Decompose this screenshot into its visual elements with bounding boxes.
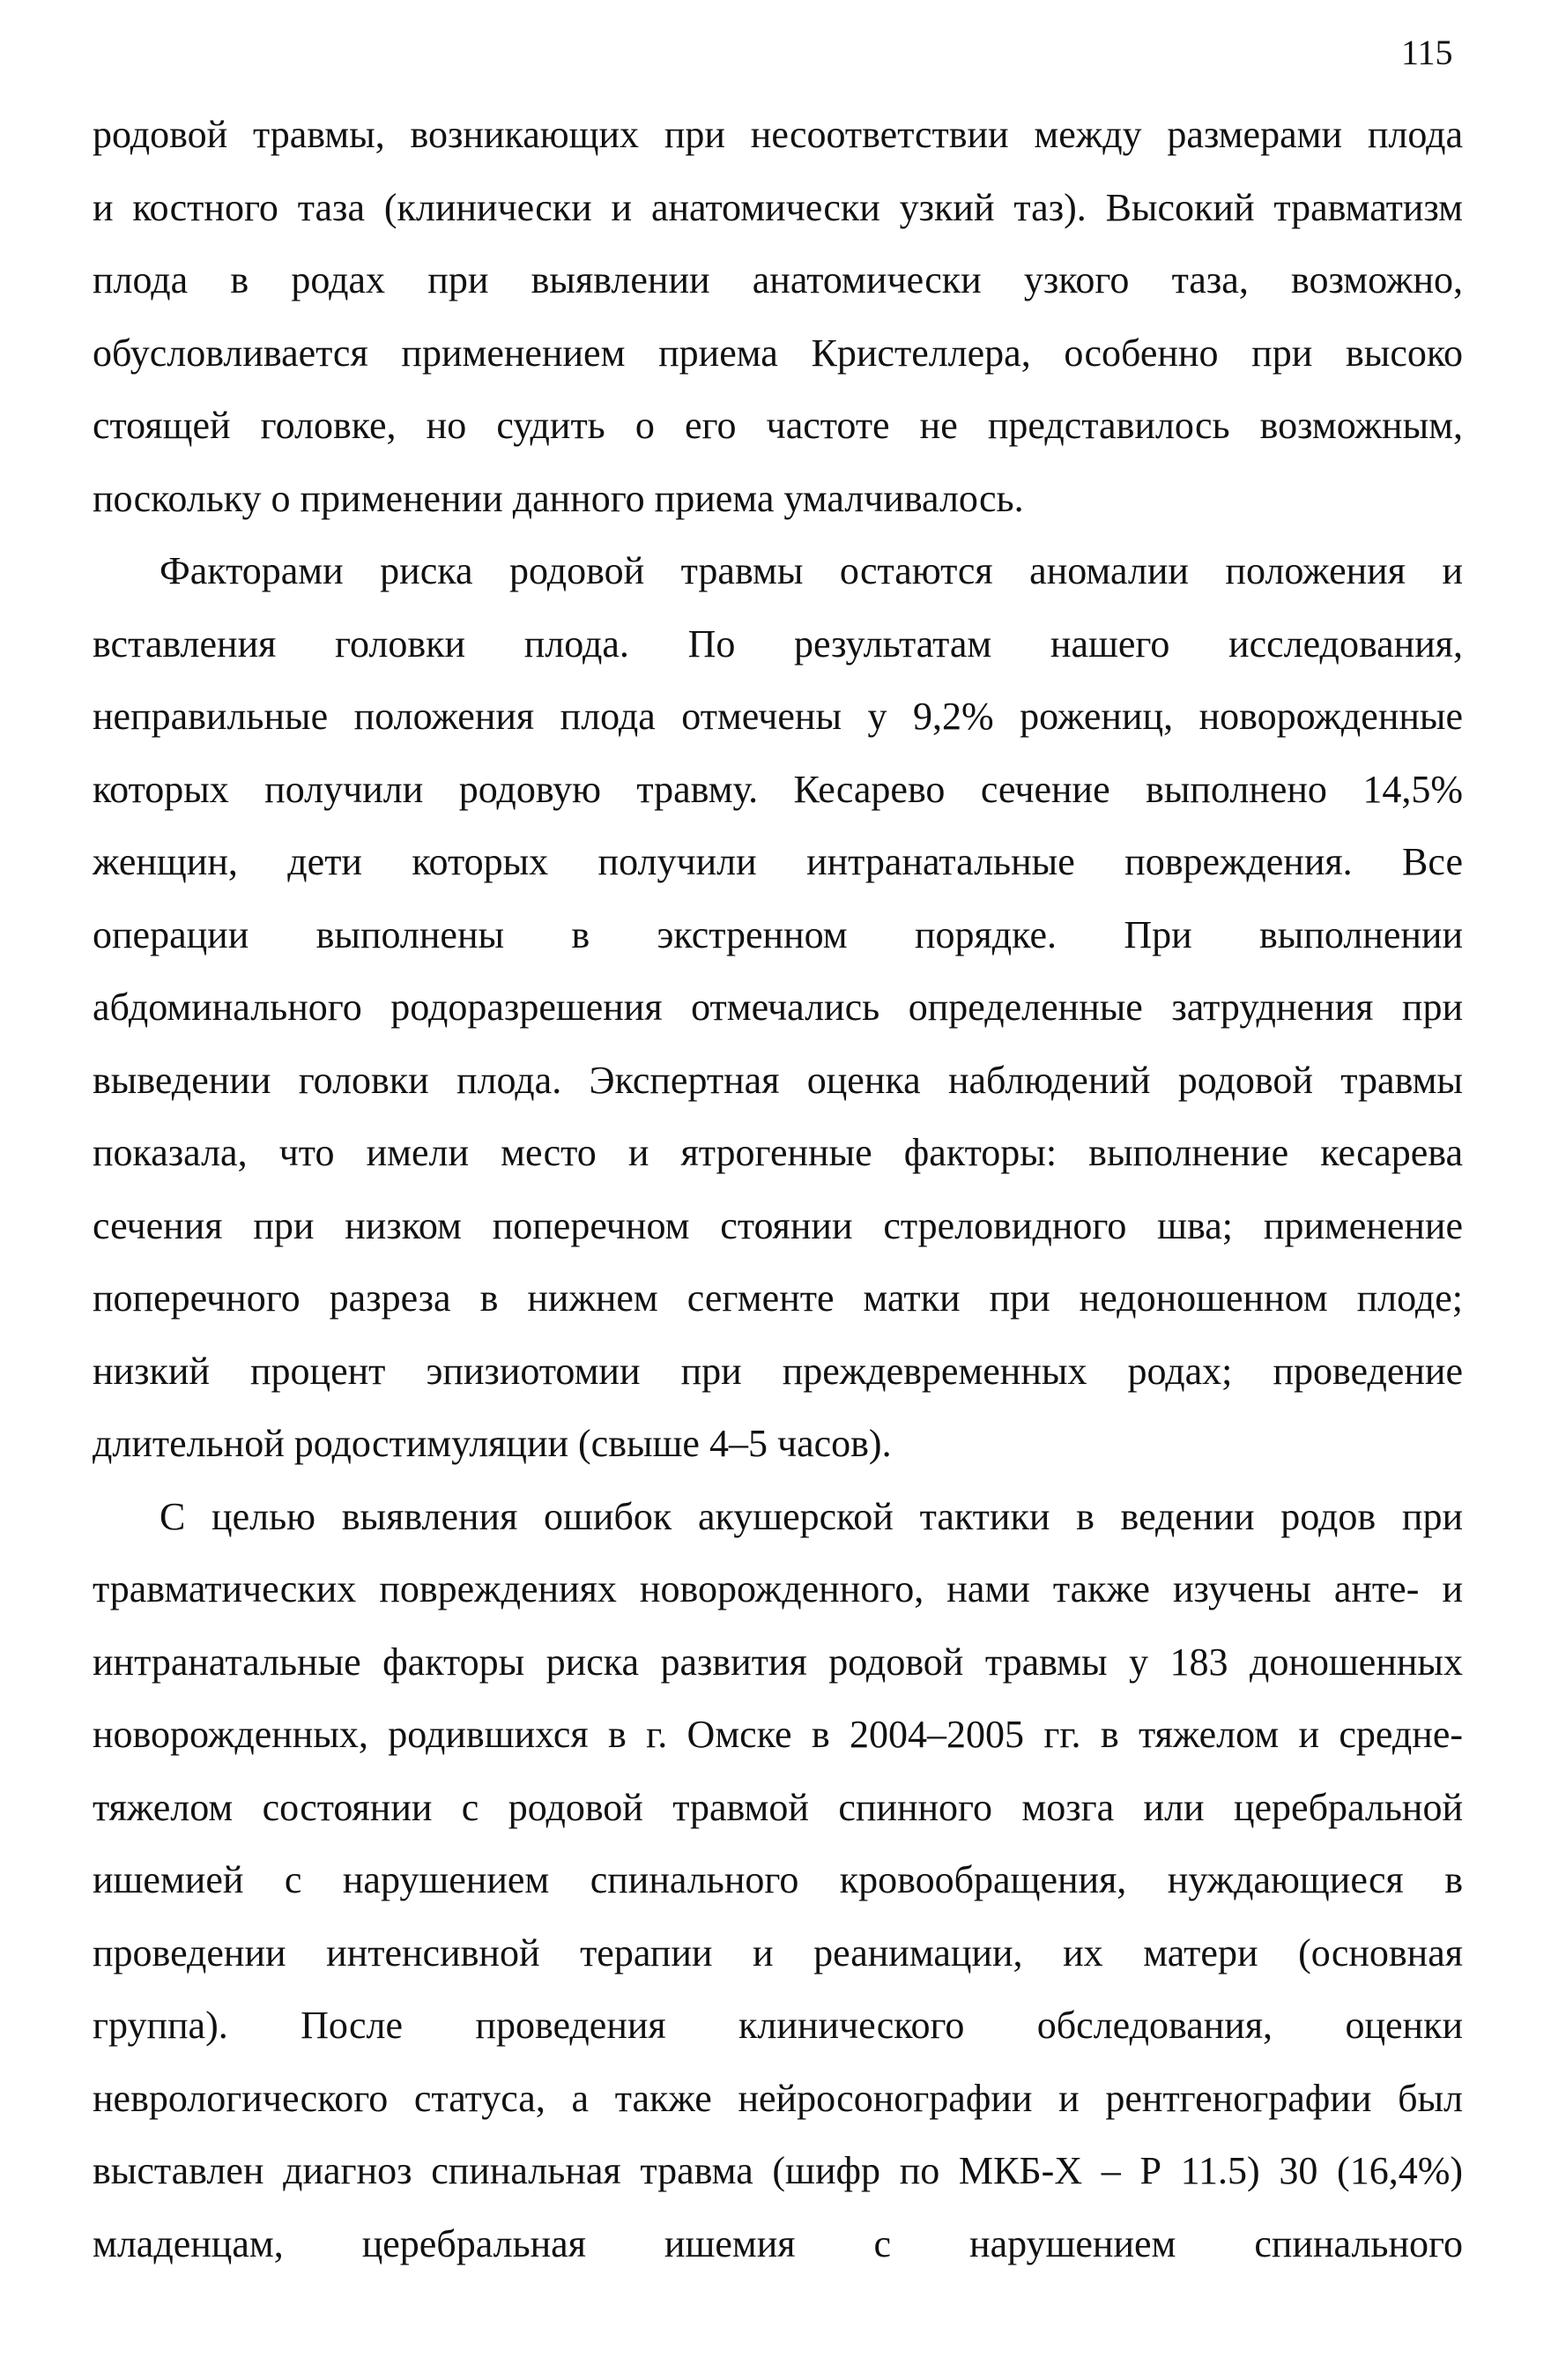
text-line: операции выполнены в экстренном порядке. При выполнении bbox=[93, 912, 1463, 956]
text-line: Факторами риска родовой травмы остаются аномалии положения и bbox=[160, 549, 1463, 592]
text-line: новорожденных, родившихся в г. Омске в 2004–2005 гг. в тяжелом и средне- bbox=[93, 1713, 1463, 1756]
text-line: поскольку о применении данного приема умалчивалось. bbox=[93, 476, 1024, 520]
text-line: и костного таза (клинически и анатомически узкий таз). Высокий травматизм bbox=[93, 185, 1463, 229]
text-line: поперечного разреза в нижнем сегменте матки при недоношенном плоде; bbox=[93, 1276, 1463, 1320]
text-line: травматических повреждениях новорожденного, нами также изучены анте- и bbox=[93, 1567, 1463, 1610]
text-line: проведении интенсивной терапии и реанимации, их матери (основная bbox=[93, 1930, 1463, 1975]
text-line: ишемией с нарушением спинального кровообращения, нуждающиеся в bbox=[93, 1858, 1463, 1901]
text-line: женщин, дети которых получили интранатальные повреждения. Все bbox=[93, 840, 1463, 883]
text-line: стоящей головке, но судить о его частоте не представилось возможным, bbox=[93, 404, 1463, 447]
body-text bbox=[93, 99, 1463, 2280]
text-line: обусловливается применением приема Кристеллера, особенно при высоко bbox=[93, 331, 1463, 375]
page-number: 115 bbox=[1401, 33, 1453, 72]
text-line: плода в родах при выявлении анатомически узкого таза, возможно, bbox=[93, 258, 1463, 301]
text-line: вставления головки плода. По результатам нашего исследования, bbox=[93, 621, 1463, 666]
text-line: выведении головки плода. Экспертная оценка наблюдений родовой травмы bbox=[93, 1058, 1463, 1102]
text-line: тяжелом состоянии с родовой травмой спинного мозга или церебральной bbox=[93, 1785, 1463, 1829]
text-line: интранатальные факторы риска развития родовой травмы у 183 доношенных bbox=[93, 1640, 1463, 1684]
text-line: С целью выявления ошибок акушерской тактики в ведении родов при bbox=[160, 1494, 1463, 1538]
text-line: абдоминального родоразрешения отмечались определенные затруднения при bbox=[93, 985, 1463, 1029]
text-line: которых получили родовую травму. Кесарево сечение выполнено 14,5% bbox=[93, 767, 1463, 811]
text-line: группа). После проведения клинического обследования, оценки bbox=[93, 2004, 1463, 2047]
text-line: младенцам, церебральная ишемия с нарушением спинального bbox=[93, 2221, 1463, 2265]
text-line: неправильные положения плода отмечены у 9,2% рожениц, новорожденные bbox=[93, 695, 1463, 738]
text-line: родовой травмы, возникающих при несоответствии между размерами плода bbox=[93, 113, 1463, 156]
text-line: неврологического статуса, а также нейросонографии и рентгенографии был bbox=[93, 2076, 1463, 2120]
text-line: сечения при низком поперечном стоянии стреловидного шва; применение bbox=[93, 1203, 1463, 1247]
text-line: длительной родостимуляции (свыше 4–5 часов). bbox=[93, 1422, 892, 1465]
text-line: показала, что имели место и ятрогенные факторы: выполнение кесарева bbox=[93, 1131, 1463, 1174]
text-line: выставлен диагноз спинальная травма (шифр по МКБ-Х – Р 11.5) 30 (16,4%) bbox=[93, 2149, 1463, 2192]
text-line: низкий процент эпизиотомии при преждевременных родах; проведение bbox=[93, 1349, 1463, 1393]
